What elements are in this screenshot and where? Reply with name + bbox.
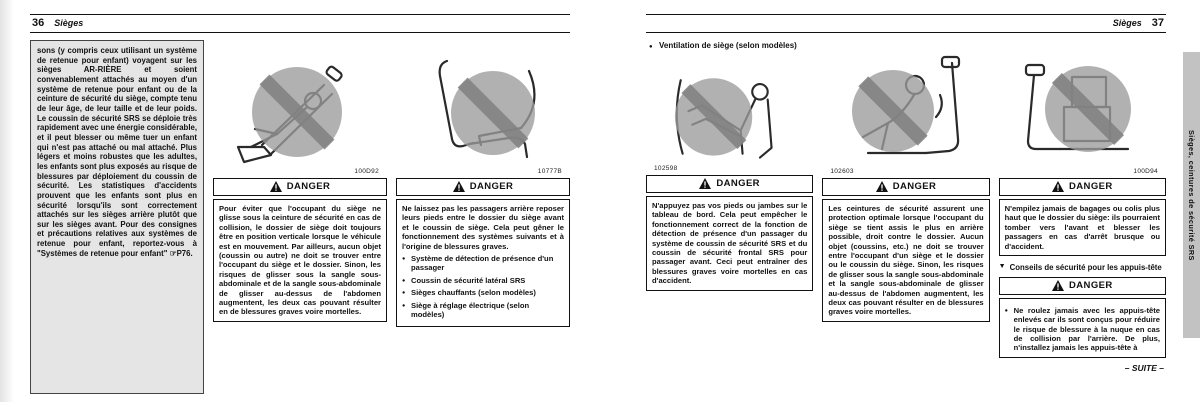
affected-systems-list bbox=[402, 254, 564, 319]
figure-code: 100D94 bbox=[1133, 168, 1158, 175]
ventilation-heading: ● Ventilation de siège (selon modèles) bbox=[649, 41, 797, 50]
warning-triangle-icon bbox=[270, 181, 282, 192]
list-item: ● Siège à réglage électrique (selon modèles) bbox=[402, 300, 530, 320]
page-36-columns bbox=[30, 40, 570, 394]
chapter-tab-label: Sièges, ceintures de sécurité SRS bbox=[1187, 129, 1196, 261]
bullet-icon: ● bbox=[402, 290, 406, 297]
danger-header bbox=[213, 178, 387, 196]
column-luggage-warning bbox=[999, 40, 1166, 394]
bullet-icon: ● bbox=[402, 277, 406, 284]
danger-text-headrests bbox=[999, 298, 1166, 358]
column-feet-warning bbox=[396, 40, 570, 394]
danger-label: DANGER bbox=[716, 178, 760, 189]
danger-text-seatbelt-posture: Les ceintures de sécurité assurent une protection optimale lorsque l'occupant du siège se tient assis le plus en arrière possible, droit contre le dossier. Aucun objet (coussins, etc.) ne doit se trouver entre l'occupant d'un siège et le dossier ou le coussin du siège. Sinon, les risques de glisser sous la sangle sous-abdominale et la sangle sous-abdominale de glisser au-dessus de l'abdomen augmentent, les deux cas pouvant résulter en de blessures graves voire mortelles. bbox=[822, 199, 989, 322]
reclined-seat-prohibition-illustration bbox=[213, 40, 387, 178]
danger-header bbox=[646, 175, 813, 193]
list-item: ● Système de détection de présence d'un passager bbox=[402, 254, 554, 273]
danger-text-feet-on-dash: N'appuyez pas vos pieds ou jambes sur le tableau de bord. Cela peut empêcher le fonctionnement correct de la fonction de détection de présence d'un passager du système de coussin de sécurité SRS et du coussin de sécurité frontal SRS pour passager avant. Ceci peut entraîner des blessures graves voire mortelles en cas d'accident. bbox=[646, 196, 813, 291]
column-dashboard-warning bbox=[646, 40, 813, 394]
figure-code: 102598 bbox=[654, 165, 678, 172]
page-37 bbox=[600, 0, 1200, 402]
danger-header bbox=[999, 277, 1166, 295]
feet-between-seats-prohibition-illustration bbox=[396, 40, 570, 178]
figure-code: 10777B bbox=[537, 168, 562, 175]
column-posture-warning bbox=[822, 40, 989, 394]
danger-intro-text: Ne laissez pas les passagers arrière reposer leurs pieds entre le dossier du siège avant et le coussin de siège. Cela peut gêner le fonctionnement des systèmes suivants et à l'origine de blessures graves. bbox=[402, 204, 564, 251]
danger-text-rear-passenger-feet bbox=[396, 199, 570, 327]
page-number: 37 bbox=[1151, 17, 1164, 29]
figure-code: 102603 bbox=[830, 168, 854, 175]
list-item: ● Ne roulez jamais avec les appuis-tête enlevés car ils sont conçus pour réduire le risque de blessure à la nuque en cas de collision par l'arrière. De plus, n'installez jamais les appuis-tête à bbox=[1004, 305, 1160, 353]
headrest-tips-heading: ▼ Conseils de sécurité pour les appuis-tête bbox=[998, 263, 1162, 273]
prohibition-sign-illustration bbox=[655, 57, 805, 173]
prohibition-sign-illustration bbox=[1006, 43, 1158, 175]
bullet-icon: ● bbox=[402, 302, 406, 309]
stacked-luggage-prohibition-illustration bbox=[999, 40, 1166, 178]
danger-label: DANGER bbox=[469, 181, 514, 192]
child-restraint-note: sons (y compris ceux utilisant un système de retenue pour enfant) voyagent sur les sièges AR-RIÈRE et soient convenablement attachés au moyen d'un système de retenue pour enfant ou de la ceinture de sécurité du siège, compte tenu de leur âge, de leur taille et de leur poids. Le coussin de sécurité SRS se déploie très rapidement avec une énergie considérable, et il peut blesser ou même tuer un enfant qui n'est pas attaché ou mal attaché. Plus légers et moins robustes que les adultes, les enfants sont plus exposés au risque de blessures par déploiement du coussin de sécurité. Les statistiques d'accidents prouvent que les enfants sont plus en sécurité lorsqu'ils sont correctement attachés sur les sièges arrière plutôt que sur les sièges avant. Pour des consignes et précautions relatives aux systèmes de retenue pour enfant, reportez-vous à "Systèmes de retenue pour enfant" ☞P76. bbox=[30, 40, 204, 394]
headrest-warning-list bbox=[1005, 306, 1160, 353]
warning-triangle-icon bbox=[699, 178, 711, 189]
bad-posture-prohibition-illustration bbox=[822, 40, 989, 178]
list-item: ● Sièges chauffants (selon modèles) bbox=[402, 288, 536, 298]
column-intro bbox=[30, 40, 204, 394]
bullet-icon: ● bbox=[649, 44, 653, 50]
list-item: ● Coussin de sécurité latéral SRS bbox=[402, 275, 526, 285]
danger-text-luggage: N'empilez jamais de bagages ou colis plus haut que le dossier du siège: ils pourraient tomber vers l'avant et blesser les passagers en cas d'arrêt brusque ou d'accident. bbox=[999, 199, 1166, 256]
bullet-icon: ● bbox=[402, 256, 406, 263]
danger-label: DANGER bbox=[286, 181, 331, 192]
prohibition-sign-illustration bbox=[830, 43, 982, 175]
page-edge-shadow bbox=[0, 0, 14, 402]
chapter-side-tab bbox=[1183, 52, 1200, 338]
page-37-columns bbox=[646, 40, 1166, 394]
feet-on-dashboard-prohibition-illustration bbox=[646, 55, 813, 175]
page-title: Sièges bbox=[54, 18, 84, 28]
danger-label: DANGER bbox=[1069, 279, 1113, 291]
triangle-marker-icon: ▼ bbox=[998, 263, 1006, 271]
warning-triangle-icon bbox=[876, 181, 888, 192]
warning-triangle-icon bbox=[1052, 280, 1064, 291]
page-title: Sièges bbox=[1112, 18, 1142, 28]
bullet-icon: ● bbox=[1004, 307, 1008, 314]
page-37-header bbox=[646, 14, 1166, 33]
page-number: 36 bbox=[32, 17, 45, 29]
danger-label: DANGER bbox=[1069, 181, 1113, 192]
danger-header bbox=[396, 178, 570, 196]
danger-label: DANGER bbox=[892, 181, 937, 192]
warning-triangle-icon bbox=[1052, 181, 1064, 192]
page-36-header bbox=[30, 14, 570, 33]
danger-text-seatback-upright: Pour éviter que l'occupant du siège ne glisse sous la ceinture de sécurité en cas de collision, le dossier de siège doit toujours être en position verticale lorsque le véhicule est en mouvement. Par ailleurs, aucun objet (coussin ou autre) ne doit se trouver entre l'occupant du siège et le dossier. Sinon, les risques de glisser sous la sangle sous-abdominale et de la sangle sous-abdominale de glisser au-dessus de l'abdomen augmentent, les deux cas pouvant résulter en de blessures graves voire mortelles. bbox=[213, 199, 387, 322]
continuation-marker: – SUITE – bbox=[1124, 362, 1164, 373]
figure-code: 100D92 bbox=[354, 168, 379, 175]
prohibition-sign-illustration bbox=[407, 43, 559, 175]
danger-header bbox=[999, 178, 1166, 196]
prohibition-sign-illustration bbox=[224, 43, 376, 175]
column-recline-warning bbox=[213, 40, 387, 394]
warning-triangle-icon bbox=[453, 181, 465, 192]
danger-header bbox=[822, 178, 989, 196]
